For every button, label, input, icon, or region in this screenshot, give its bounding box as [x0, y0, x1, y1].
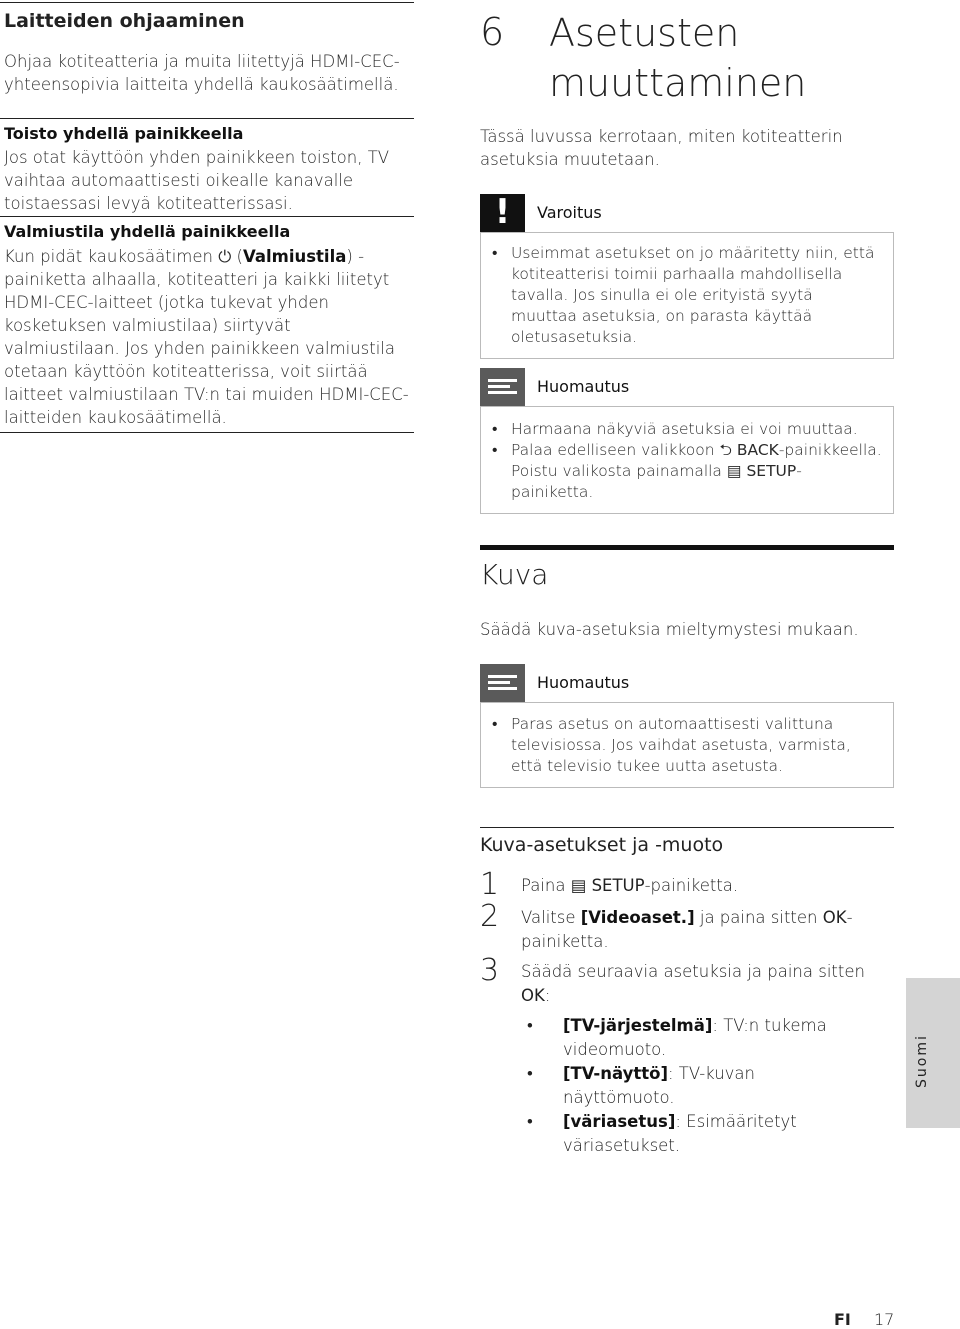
- section-title: Kuva: [480, 558, 549, 591]
- step-number: 3: [480, 953, 500, 988]
- section-rule: [480, 545, 894, 550]
- note-box: [480, 664, 894, 788]
- chapter-number: 6: [480, 10, 505, 54]
- top-rule: [0, 2, 414, 3]
- step-text: Valitse [Videoaset.] ja paina sitten OK-painiketta.: [521, 908, 853, 951]
- option-item: • [väriasetus]: Esimääritetyt väriasetukset.: [563, 1110, 871, 1158]
- setup-icon: ▤: [570, 876, 587, 895]
- caution-item: • Useimmat asetukset on jo määritetty niin, että kotiteatterisi toimii parhaalla mahdollisella tavalla. Jos sinulla ei ole erityistä syytä muuttaa asetuksia, on parasta käyttää oletusasetuksia.: [511, 243, 883, 348]
- subsection-rule: [0, 216, 414, 217]
- power-icon: ⏻: [218, 247, 232, 266]
- chapter-title: Asetusten muuttaminen: [549, 11, 807, 105]
- page-number: 17: [874, 1310, 895, 1329]
- step-number: 1: [480, 867, 500, 902]
- note-icon: [480, 368, 525, 406]
- section-title: Laitteiden ohjaaminen: [4, 10, 245, 32]
- note-item: • Palaa edelliseen valikkoon ⮌ BACK-painikkeella. Poistu valikosta painamalla ▤ SETUP-painiketta.: [511, 440, 883, 503]
- note-item: • Harmaana näkyviä asetuksia ei voi muuttaa.: [511, 419, 883, 440]
- step-text: Säädä seuraavia asetuksia ja paina sitten OK: • [TV-järjestelmä]: TV:n tukema videomuoto. • [TV-näyttö]: TV-kuvan näyttömuoto. • [väriasetus]: Esimääritetyt väriasetukset.: [521, 960, 871, 1158]
- subsection-heading: Toisto yhdellä painikkeella: [4, 124, 244, 143]
- note-icon: [480, 664, 525, 702]
- section-intro: Säädä kuva-asetuksia mieltymystesi mukaan.: [480, 620, 859, 639]
- setup-icon: ▤: [726, 462, 742, 480]
- bottom-rule: [0, 432, 414, 433]
- subsection-rule: [480, 827, 894, 828]
- language-side-tab: Suomi: [906, 978, 960, 1128]
- chapter-intro: Tässä luvussa kerrotaan, miten kotiteatterin asetuksia muutetaan.: [480, 127, 843, 169]
- exclamation-icon: !: [480, 194, 525, 232]
- subsection-rule: [0, 118, 414, 119]
- subsection-text: Kun pidät kaukosäätimen ⏻ (Valmiustila) -painiketta alhaalla, kotiteatteri ja kaikki liitetyt HDMI-CEC-laitteet (jotka tukevat yhden kosketuksen valmiustilaa) siirtyvät valmiustilaan. Jos yhden painikkeen valmiustila otetaan käyttöön kotiteatterissa, voit siirtää laitteet valmiustilaan TV:n tai muiden HDMI-CEC-laitteiden kaukosäätimellä.: [4, 247, 409, 427]
- key-label: Valmiustila: [242, 247, 347, 266]
- subsection-text: Jos otat käyttöön yhden painikkeen toiston, TV vaihtaa automaattisesti oikealle kanavalle toistaessasi levyä kotiteatterissasi.: [4, 148, 390, 213]
- step-text: Paina ▤ SETUP-painiketta.: [521, 876, 739, 895]
- note-label: Huomautus: [537, 377, 630, 396]
- step-number: 2: [480, 899, 500, 934]
- caution-label: Varoitus: [537, 203, 602, 222]
- caution-box: [480, 194, 894, 359]
- subsection-heading: Valmiustila yhdellä painikkeella: [4, 222, 291, 241]
- option-item: • [TV-järjestelmä]: TV:n tukema videomuoto.: [563, 1014, 871, 1062]
- note-item: • Paras asetus on automaattisesti valittuna televisiossa. Jos vaihdat asetusta, varmista, että televisio tukee uutta asetusta.: [511, 714, 883, 777]
- back-icon: ⮌: [719, 441, 732, 459]
- note-box: [480, 368, 894, 514]
- subsection-heading: Kuva-asetukset ja -muoto: [480, 834, 724, 856]
- note-label: Huomautus: [537, 673, 630, 692]
- section-intro: Ohjaa kotiteatteria ja muita liitettyjä HDMI-CEC-yhteensopivia laitteita yhdellä kaukosäätimellä.: [4, 52, 400, 94]
- option-item: • [TV-näyttö]: TV-kuvan näyttömuoto.: [563, 1062, 871, 1110]
- footer-lang: FI: [834, 1310, 851, 1329]
